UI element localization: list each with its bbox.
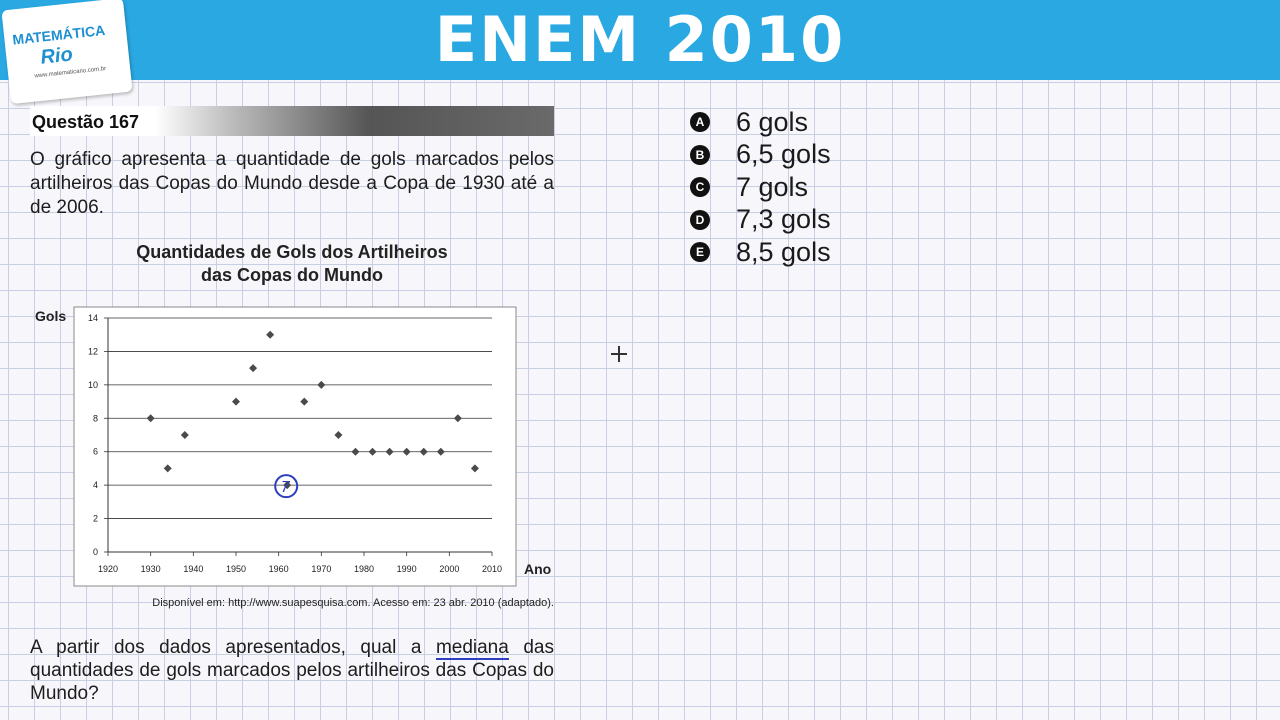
question-text [30,636,554,705]
y-axis-label: Gols [35,308,67,324]
option-b-text: 6,5 gols [736,139,831,170]
x-tick-label: 1920 [97,564,119,574]
question-keyword: mediana [435,637,509,658]
option-d-letter: D [690,210,710,230]
chart-title-line2: das Copas do Mundo [201,265,383,285]
y-tick-label: 0 [92,547,98,557]
option-c-text: 7 gols [736,171,809,202]
option-e[interactable] [690,236,831,269]
crosshair-cursor-icon [611,346,627,362]
chart-source: Disponível em: http://www.suapesquisa.com. Acesso em: 23 abr. 2010 (adaptado). [152,597,554,609]
y-tick-label: 2 [92,513,98,524]
option-b[interactable] [690,139,831,172]
y-tick-label: 12 [87,346,98,357]
question-text-after: das quantidades de gols marcados pelos artilheiros das Copas do Mundo? [30,637,554,704]
option-c[interactable] [690,171,831,204]
x-tick-label: 1960 [268,564,289,574]
x-tick-label: 1930 [140,564,161,574]
page-title: ENEM 2010 [434,3,846,76]
x-tick-label: 1940 [183,564,204,574]
y-tick-label: 6 [92,446,98,457]
annotation-mark: 7 [280,479,290,497]
y-tick-label: 14 [87,313,98,323]
x-tick-label: 1970 [311,564,332,574]
chart-title-line1: Quantidades de Gols dos Artilheiros [136,242,448,262]
y-tick-label: 10 [87,379,98,390]
option-d[interactable] [690,204,831,237]
answer-options [690,106,831,269]
question-text-before: A partir dos dados apresentados, qual a [30,637,436,658]
y-tick-label: 4 [92,480,98,491]
x-tick-label: 1950 [225,564,247,574]
x-tick-label: 1980 [353,564,375,574]
chart-frame [74,307,516,586]
x-tick-label: 2000 [439,564,460,574]
x-axis-label: Ano [524,561,552,577]
option-e-letter: E [690,242,710,262]
logo-url: www.matematicario.com.br [34,66,107,80]
option-a-text: 6 gols [736,106,809,137]
option-b-letter: B [690,145,710,165]
logo-text: MATEMÁTICA [11,21,106,48]
option-a-letter: A [690,112,710,132]
question-intro: O gráfico apresenta a quantidade de gols marcados pelos artilheiros das Copas do Mundo desde a Copa de 1930 até a de 2006. [30,149,554,218]
x-tick-label: 2010 [481,564,503,574]
option-d-text: 7,3 gols [736,204,831,235]
option-c-letter: C [690,177,710,197]
question-number: Questão 167 [32,112,140,132]
logo-subtext: Rio [39,43,74,69]
option-e-text: 8,5 gols [736,236,831,267]
x-tick-label: 1990 [396,564,417,574]
y-tick-label: 8 [92,413,98,424]
option-a[interactable] [690,106,831,139]
